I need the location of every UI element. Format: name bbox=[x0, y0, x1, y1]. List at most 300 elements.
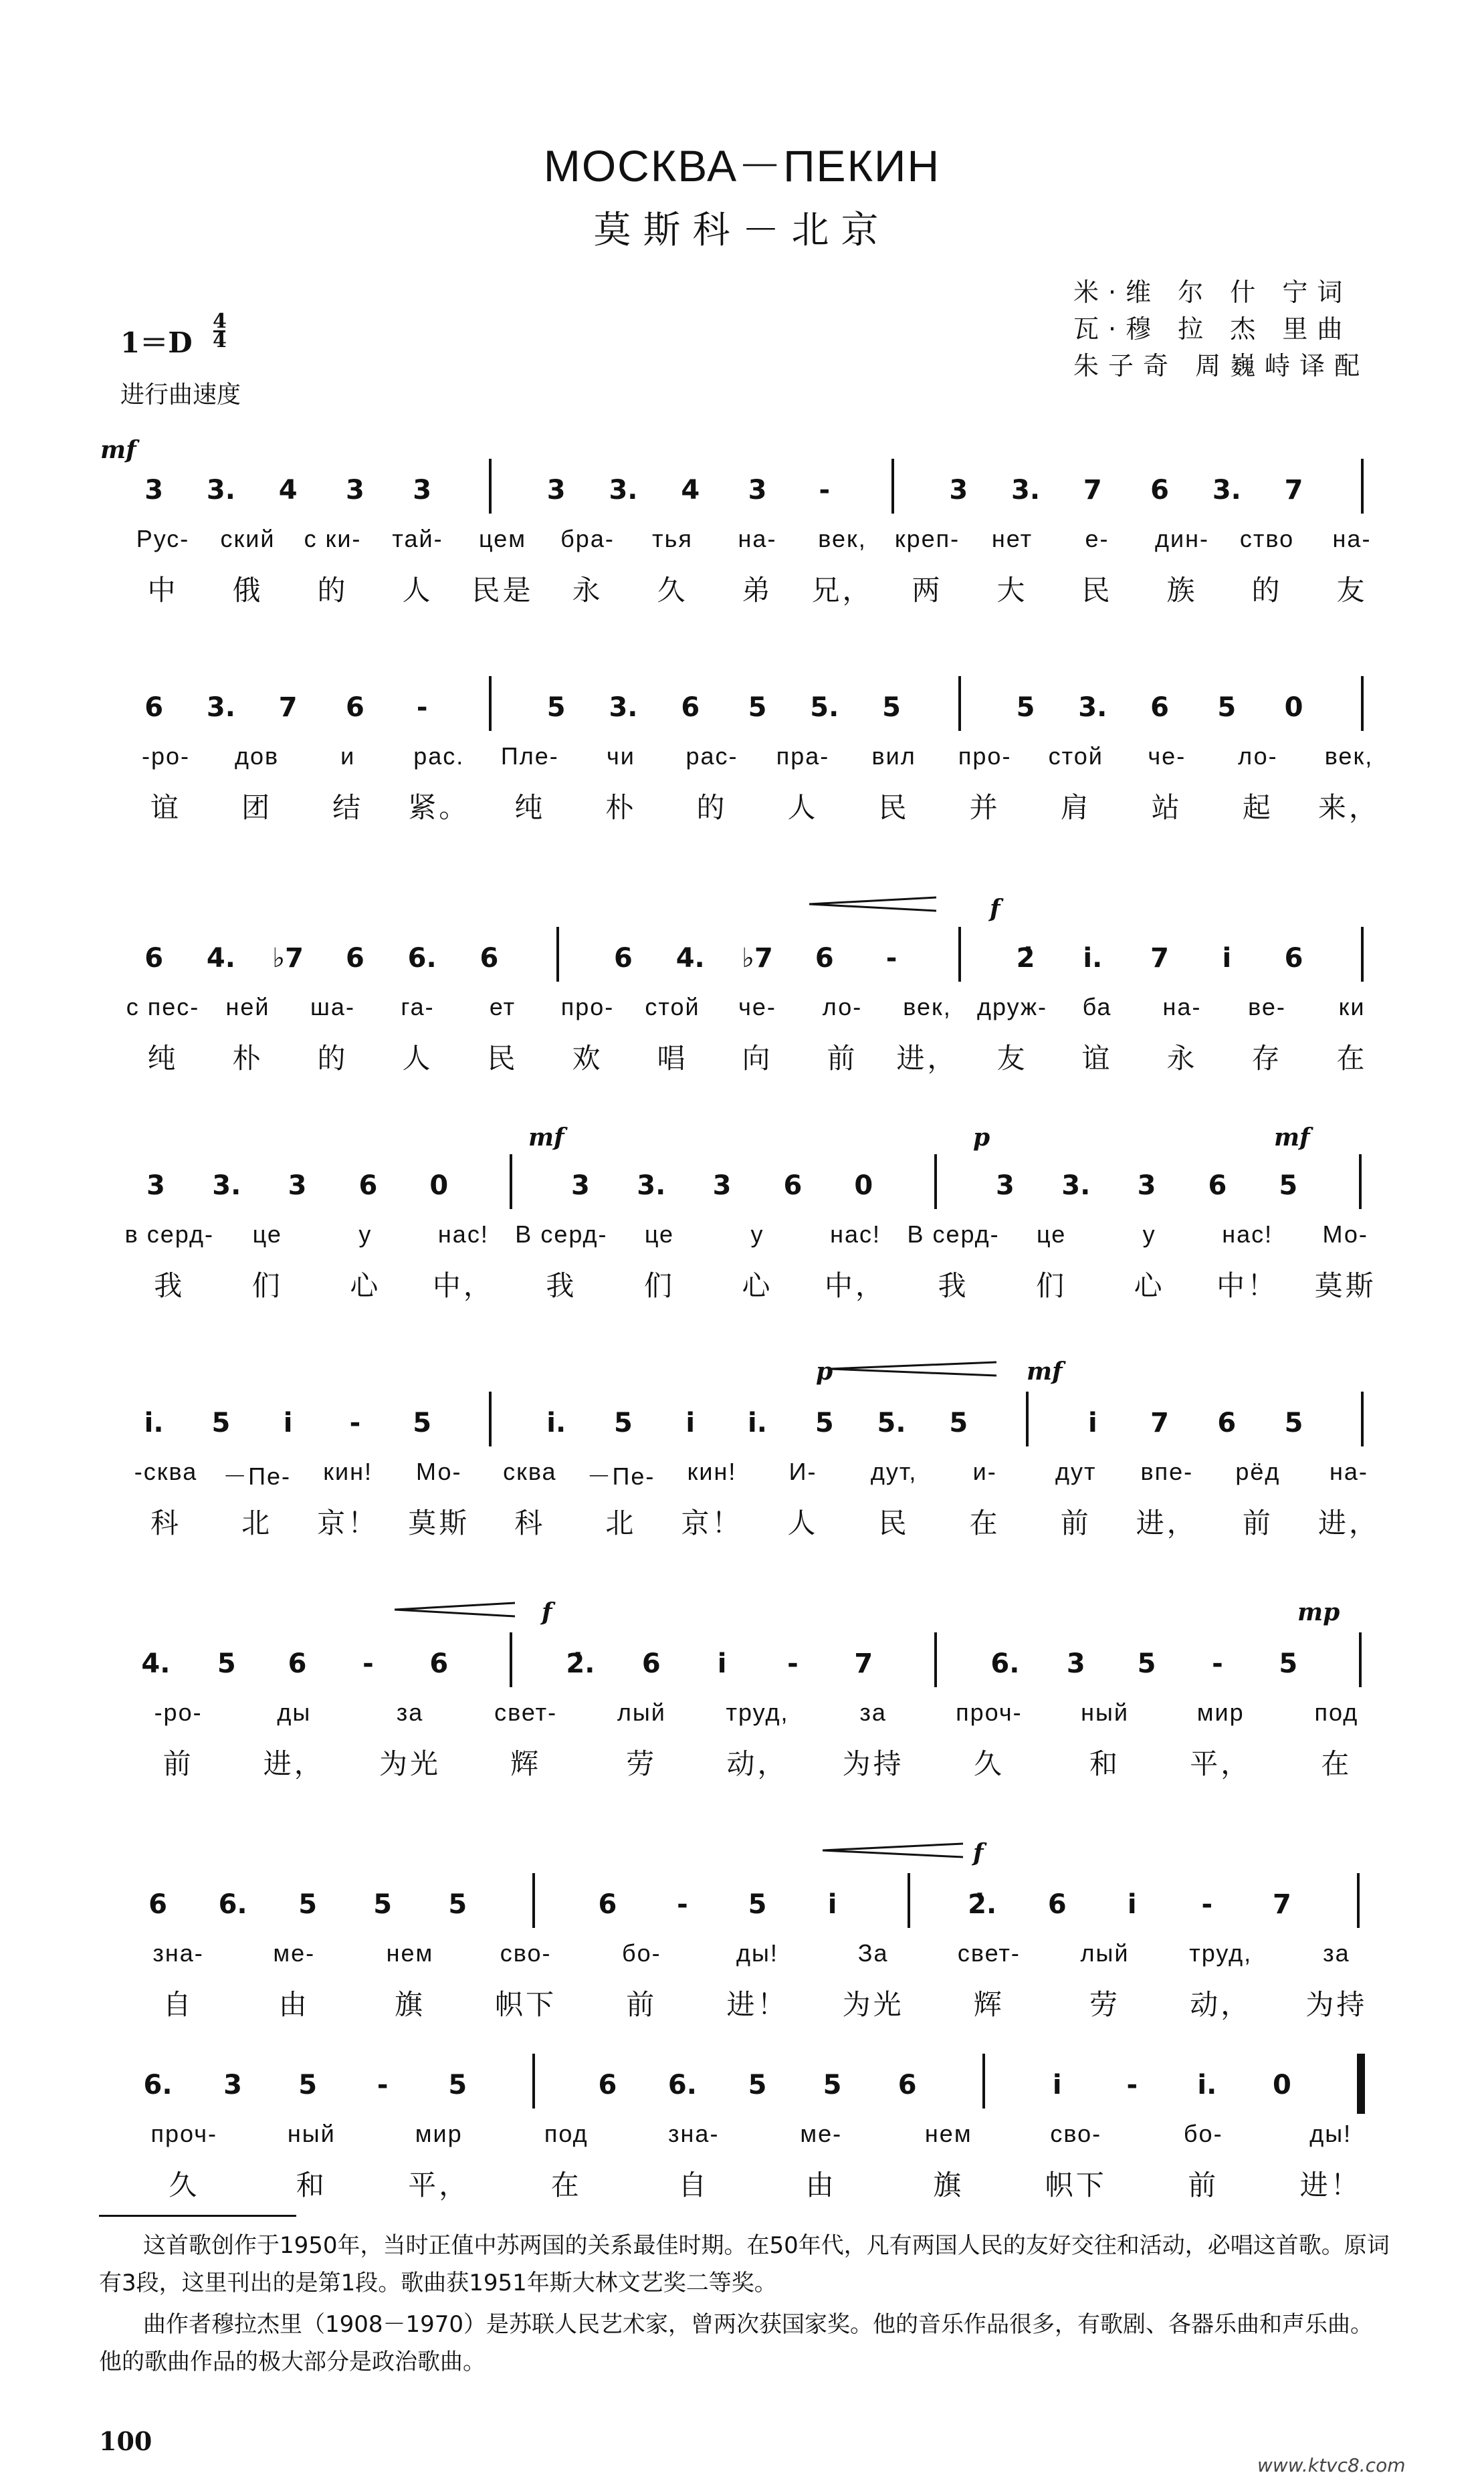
crescendo-wedge bbox=[823, 1842, 963, 1858]
note: - bbox=[362, 1648, 374, 1679]
lyric-chinese: 纯 bbox=[147, 1042, 179, 1075]
lyric-russian: с ки- bbox=[304, 525, 362, 552]
note: 3 bbox=[345, 475, 364, 506]
lyric-russian: Мо- bbox=[416, 1458, 462, 1485]
note: 6 bbox=[815, 943, 834, 974]
barline bbox=[510, 1154, 512, 1209]
lyric-russian: у bbox=[358, 1220, 373, 1248]
lyric-chinese: 在 bbox=[1336, 1042, 1368, 1075]
note: 6 bbox=[897, 2070, 917, 2100]
credit-translators: 朱子奇 周巍峙译配 bbox=[1073, 351, 1370, 381]
note: 3 bbox=[748, 475, 767, 506]
lyric-chinese: 在 bbox=[969, 1507, 1000, 1539]
lyric-chinese: 进！ bbox=[1299, 2169, 1362, 2201]
lyric-russian: на- bbox=[738, 525, 777, 552]
dynamic-marking: mf bbox=[100, 436, 136, 464]
note: 3. bbox=[637, 1170, 666, 1201]
barline bbox=[532, 1873, 535, 1928]
lyric-chinese: 劳 bbox=[1089, 1988, 1121, 2021]
dynamic-marking: p bbox=[816, 1358, 833, 1386]
note: 7 bbox=[854, 1648, 873, 1679]
lyric-chinese: 自 bbox=[678, 2169, 710, 2201]
note: 3. bbox=[609, 475, 638, 506]
note: - bbox=[377, 2070, 389, 2100]
lyric-chinese: 的 bbox=[317, 1042, 348, 1075]
lyric-russian: рёд bbox=[1235, 1458, 1281, 1485]
lyric-chinese: 由 bbox=[278, 1988, 310, 2021]
note: i bbox=[1127, 1889, 1137, 1920]
lyric-russian: у bbox=[1142, 1220, 1156, 1248]
note: 0 bbox=[1272, 2070, 1291, 2100]
note: 5 bbox=[1137, 1648, 1156, 1679]
lyric-chinese: 由 bbox=[805, 2169, 837, 2201]
barline bbox=[958, 927, 961, 982]
lyric-chinese: 人 bbox=[787, 791, 819, 824]
lyric-chinese: 我 bbox=[546, 1269, 577, 1302]
lyric-russian: на- bbox=[1162, 993, 1202, 1020]
lyric-russian: И- bbox=[788, 1458, 817, 1485]
barline bbox=[934, 1154, 937, 1209]
lyric-russian: ный bbox=[287, 2120, 336, 2147]
lyric-russian: -ро- bbox=[142, 742, 191, 770]
lyric-russian: креп- bbox=[894, 525, 960, 552]
lyric-chinese: 唱 bbox=[657, 1042, 688, 1075]
lyric-chinese: 族 bbox=[1166, 574, 1198, 607]
lyric-chinese: 心 bbox=[350, 1269, 381, 1302]
note: 3 bbox=[223, 2070, 242, 2100]
barline bbox=[934, 1632, 937, 1687]
note: - bbox=[1126, 2070, 1138, 2100]
footnote-history: 这首歌创作于1950年，当时正值中苏两国的关系最佳时期。在50年代，凡有两国人民的友好交往和活动，必唱这首歌。原词有3段，这里刊出的是第1段。歌曲获1951年斯大林文艺奖二等奖。 bbox=[99, 2232, 1390, 2296]
note: 5 bbox=[413, 1408, 432, 1438]
lyric-russian: вил bbox=[871, 742, 916, 770]
lyric-russian: про- bbox=[560, 993, 615, 1020]
barline bbox=[891, 459, 894, 514]
lyric-russian: ство bbox=[1239, 525, 1295, 552]
lyric-russian: рас. bbox=[413, 742, 465, 770]
dynamic-marking: f bbox=[542, 1598, 552, 1626]
note: 2̇ bbox=[1016, 943, 1035, 974]
lyric-russian: ды bbox=[277, 1699, 312, 1726]
lyric-russian: друж- bbox=[976, 993, 1048, 1020]
barline bbox=[556, 927, 559, 982]
note: 6 bbox=[614, 943, 633, 974]
song-title-russian: МОСКВА－ПЕКИН bbox=[543, 141, 941, 191]
note: - bbox=[349, 1408, 361, 1438]
lyric-chinese: 心 bbox=[1134, 1269, 1165, 1302]
note: 3 bbox=[144, 475, 164, 506]
note: 3. bbox=[1078, 692, 1107, 723]
lyric-chinese: 为光 bbox=[842, 1988, 904, 2021]
lyric-chinese: 友 bbox=[1336, 574, 1368, 607]
lyric-chinese: 自 bbox=[163, 1988, 194, 2021]
barline bbox=[1359, 1154, 1362, 1209]
lyric-russian: про- bbox=[958, 742, 1012, 770]
lyric-russian: в серд- bbox=[124, 1220, 214, 1248]
dynamic-marking: mf bbox=[528, 1123, 564, 1152]
lyric-russian: нас! bbox=[830, 1220, 881, 1248]
lyric-russian: ме- bbox=[273, 1939, 316, 1967]
note: 5. bbox=[810, 692, 839, 723]
crescendo-wedge bbox=[829, 1361, 996, 1377]
lyric-russian: －Пе- bbox=[587, 1463, 655, 1490]
song-title-chinese: 莫斯科－北京 bbox=[593, 209, 891, 252]
note: 6 bbox=[1208, 1170, 1227, 1201]
lyric-chinese: 在 bbox=[1321, 1747, 1352, 1780]
lyric-chinese: 为光 bbox=[379, 1747, 441, 1780]
lyric-chinese: 进， bbox=[263, 1747, 325, 1780]
lyric-russian: проч- bbox=[150, 2120, 217, 2147]
lyric-russian: ба bbox=[1082, 993, 1112, 1020]
note: 6 bbox=[1284, 943, 1303, 974]
note: 6. bbox=[667, 2070, 697, 2100]
lyric-chinese: 团 bbox=[241, 791, 273, 824]
lyric-russian: е- bbox=[1085, 525, 1109, 552]
lyric-chinese: 朴 bbox=[232, 1042, 263, 1075]
lyric-russian: ве- bbox=[1248, 993, 1286, 1020]
note: 0 bbox=[429, 1170, 449, 1201]
lyric-chinese: 为持 bbox=[1305, 1988, 1368, 2021]
note: 5 bbox=[211, 1408, 231, 1438]
lyric-chinese: 谊 bbox=[150, 791, 182, 824]
lyric-russian: чи bbox=[606, 742, 635, 770]
lyric-russian: стой bbox=[645, 993, 700, 1020]
note: 4. bbox=[141, 1648, 171, 1679]
crescendo-wedge bbox=[809, 896, 936, 912]
lyric-chinese: 在 bbox=[550, 2169, 582, 2201]
note: 3. bbox=[1011, 475, 1041, 506]
lyric-chinese: 民 bbox=[487, 1042, 518, 1075]
lyric-russian: －Пе- bbox=[223, 1463, 292, 1490]
note: 3. bbox=[609, 692, 638, 723]
note: 6 bbox=[480, 943, 499, 974]
lyric-chinese: 起 bbox=[1242, 791, 1273, 824]
lyric-russian: кин! bbox=[687, 1458, 737, 1485]
barline bbox=[1359, 1632, 1362, 1687]
lyric-russian: ло- bbox=[822, 993, 863, 1020]
lyric-russian: свет- bbox=[494, 1699, 558, 1726]
note: 3 bbox=[570, 1170, 590, 1201]
lyric-russian: у bbox=[750, 1220, 764, 1248]
note: 4. bbox=[675, 943, 705, 974]
lyric-russian: ло- bbox=[1238, 742, 1278, 770]
note: 4 bbox=[278, 475, 298, 506]
note: 7 bbox=[1150, 943, 1169, 974]
lyric-chinese: 莫斯 bbox=[408, 1507, 470, 1539]
note: 3. bbox=[212, 1170, 241, 1201]
barline bbox=[532, 2054, 535, 2108]
barline bbox=[489, 1392, 492, 1446]
lyric-russian: це bbox=[1036, 1220, 1067, 1248]
lyric-chinese: 北 bbox=[605, 1507, 637, 1539]
lyric-chinese: 中 bbox=[147, 574, 179, 607]
lyric-chinese: 纯 bbox=[514, 791, 546, 824]
lyric-russian: проч- bbox=[956, 1699, 1023, 1726]
note: 5 bbox=[748, 1889, 767, 1920]
lyric-chinese: 莫斯 bbox=[1314, 1269, 1376, 1302]
lyric-russian: пра- bbox=[776, 742, 830, 770]
barline bbox=[958, 676, 961, 731]
watermark: www.ktvc8.com bbox=[1257, 2454, 1406, 2476]
lyric-chinese: 久 bbox=[169, 2169, 200, 2201]
note: 6. bbox=[990, 1648, 1020, 1679]
lyric-russian: ша- bbox=[310, 993, 355, 1020]
note: 4. bbox=[206, 943, 235, 974]
note: 6 bbox=[345, 692, 364, 723]
note: 7 bbox=[278, 692, 298, 723]
note: - bbox=[1201, 1889, 1213, 1920]
note: 5 bbox=[546, 692, 566, 723]
note: 6 bbox=[345, 943, 364, 974]
note: 6 bbox=[598, 2070, 617, 2100]
note: 3 bbox=[1137, 1170, 1156, 1201]
lyric-russian: сква bbox=[503, 1458, 557, 1485]
time-signature-bottom: 4 bbox=[213, 329, 227, 352]
note: 5 bbox=[748, 692, 767, 723]
lyric-chinese: 民 bbox=[878, 1507, 910, 1539]
lyric-chinese: 前 bbox=[1242, 1507, 1273, 1539]
lyric-chinese: 存 bbox=[1251, 1042, 1283, 1075]
lyric-russian: ки bbox=[1338, 993, 1366, 1020]
note: 5. bbox=[877, 1408, 906, 1438]
lyric-russian: дов bbox=[235, 742, 280, 770]
lyric-russian: ды! bbox=[736, 1939, 778, 1967]
lyric-russian: за bbox=[1323, 1939, 1350, 1967]
note: 5 bbox=[1279, 1170, 1298, 1201]
lyric-russian: ме- bbox=[800, 2120, 843, 2147]
lyric-russian: за bbox=[859, 1699, 887, 1726]
note: 3 bbox=[413, 475, 432, 506]
lyric-russian: бо- bbox=[1183, 2120, 1223, 2147]
lyric-russian: це bbox=[644, 1220, 675, 1248]
lyric-russian: че- bbox=[1148, 742, 1186, 770]
note: 6. bbox=[407, 943, 437, 974]
barline bbox=[982, 2054, 985, 2108]
footnote-rule bbox=[99, 2215, 296, 2217]
key-signature: 1＝D bbox=[120, 326, 193, 359]
lyric-chinese: 人 bbox=[402, 1042, 433, 1075]
note: i bbox=[827, 1889, 837, 1920]
note: 6 bbox=[288, 1648, 307, 1679]
lyric-russian: дут bbox=[1055, 1458, 1097, 1485]
lyric-chinese: 中！ bbox=[1216, 1269, 1279, 1302]
lyric-chinese: 和 bbox=[296, 2169, 327, 2201]
lyric-russian: ды! bbox=[1309, 2120, 1352, 2147]
note: 6 bbox=[598, 1889, 617, 1920]
note: i. bbox=[1197, 2070, 1217, 2100]
lyric-chinese: 民 bbox=[1081, 574, 1113, 607]
note: 5 bbox=[882, 692, 901, 723]
note: 5 bbox=[949, 1408, 968, 1438]
note: 5 bbox=[1279, 1648, 1298, 1679]
note: 7 bbox=[1272, 1889, 1291, 1920]
lyric-chinese: 欢 bbox=[572, 1042, 603, 1075]
lyric-chinese: 前 bbox=[827, 1042, 858, 1075]
note: 6 bbox=[641, 1648, 661, 1679]
crescendo-wedge bbox=[395, 1602, 515, 1618]
note: 5 bbox=[614, 1408, 633, 1438]
barline bbox=[510, 1632, 512, 1687]
note: 6 bbox=[144, 692, 164, 723]
lyric-chinese: 肩 bbox=[1060, 791, 1091, 824]
lyric-chinese: 帜下 bbox=[1045, 2169, 1107, 2201]
lyric-chinese: 两 bbox=[912, 574, 943, 607]
dynamic-marking: p bbox=[973, 1123, 990, 1152]
note: 4 bbox=[681, 475, 700, 506]
lyric-russian: век, bbox=[1324, 742, 1374, 770]
lyric-russian: мир bbox=[415, 2120, 463, 2147]
lyric-chinese: 紧。 bbox=[408, 791, 470, 824]
note: 5 bbox=[298, 2070, 318, 2100]
lyric-chinese: 中， bbox=[432, 1269, 494, 1302]
lyric-chinese: 平， bbox=[1190, 1747, 1252, 1780]
lyric-chinese: 动， bbox=[726, 1747, 788, 1780]
lyric-chinese: 进， bbox=[1317, 1507, 1380, 1539]
lyric-chinese: 人 bbox=[787, 1507, 819, 1539]
note: 5 bbox=[448, 1889, 467, 1920]
lyric-chinese: 辉 bbox=[510, 1747, 542, 1780]
note: i. bbox=[748, 1408, 767, 1438]
note: 3 bbox=[949, 475, 968, 506]
footnote-composer: 曲作者穆拉杰里（1908－1970）是苏联人民艺术家，曾两次获国家奖。他的音乐作品很多，有歌剧、各器乐曲和声乐曲。他的歌曲作品的极大部分是政治歌曲。 bbox=[99, 2311, 1374, 2375]
note: 6. bbox=[143, 2070, 173, 2100]
note: i bbox=[717, 1648, 727, 1679]
lyric-chinese: 前 bbox=[1060, 1507, 1091, 1539]
lyric-chinese: 前 bbox=[163, 1747, 194, 1780]
lyric-chinese: 科 bbox=[514, 1507, 546, 1539]
dynamic-marking: f bbox=[990, 895, 1000, 923]
lyric-chinese: 旗 bbox=[933, 2169, 964, 2201]
lyric-chinese: 人 bbox=[402, 574, 433, 607]
lyric-chinese: 永 bbox=[572, 574, 603, 607]
note: ♭7 bbox=[272, 943, 304, 974]
lyric-chinese: 朴 bbox=[605, 791, 637, 824]
credit-lyricist: 米·维 尔 什 宁词 bbox=[1073, 278, 1352, 307]
note: 6 bbox=[1047, 1889, 1067, 1920]
lyric-chinese: 永 bbox=[1166, 1042, 1198, 1075]
lyric-chinese: 平， bbox=[408, 2169, 470, 2201]
barline bbox=[1361, 927, 1364, 982]
lyric-russian: труд, bbox=[1189, 1939, 1253, 1967]
barline bbox=[489, 459, 492, 514]
lyric-russian: лый bbox=[1080, 1939, 1130, 1967]
note: 6 bbox=[148, 1889, 167, 1920]
note: i bbox=[685, 1408, 696, 1438]
note: - bbox=[416, 692, 428, 723]
lyric-russian: кин! bbox=[323, 1458, 373, 1485]
dynamic-marking: mp bbox=[1297, 1598, 1340, 1626]
note: 3. bbox=[206, 475, 235, 506]
note: 5 bbox=[298, 1889, 318, 1920]
note: 0 bbox=[854, 1170, 873, 1201]
lyric-chinese: 兄， bbox=[811, 574, 873, 607]
note: 3. bbox=[1061, 1170, 1091, 1201]
lyric-russian: век, bbox=[903, 993, 952, 1020]
lyric-russian: ет bbox=[489, 993, 516, 1020]
lyric-russian: мир bbox=[1196, 1699, 1245, 1726]
time-signature-top: 4 bbox=[213, 310, 227, 333]
note: 7 bbox=[1150, 1408, 1169, 1438]
note: 5 bbox=[373, 1889, 393, 1920]
lyric-russian: на- bbox=[1332, 525, 1372, 552]
note: 3. bbox=[1212, 475, 1241, 506]
note: - bbox=[677, 1889, 688, 1920]
lyric-chinese: 中， bbox=[825, 1269, 887, 1302]
lyric-chinese: 为持 bbox=[842, 1747, 904, 1780]
note: 6 bbox=[1150, 475, 1169, 506]
note: i. bbox=[546, 1408, 566, 1438]
note: - bbox=[787, 1648, 799, 1679]
lyric-russian: сво- bbox=[1050, 2120, 1102, 2147]
lyric-chinese: 旗 bbox=[394, 1988, 425, 2021]
note: 7 bbox=[1284, 475, 1303, 506]
lyric-chinese: 京！ bbox=[317, 1507, 379, 1539]
lyric-russian: дут, bbox=[870, 1458, 918, 1485]
note: 5 bbox=[1016, 692, 1035, 723]
note: 6 bbox=[358, 1170, 378, 1201]
credit-composer: 瓦·穆 拉 杰 里曲 bbox=[1073, 314, 1352, 344]
lyric-chinese: 我 bbox=[938, 1269, 969, 1302]
lyric-chinese: 的 bbox=[1251, 574, 1283, 607]
lyric-russian: нас! bbox=[1222, 1220, 1273, 1248]
lyric-chinese: 前 bbox=[626, 1988, 657, 2021]
lyric-russian: За bbox=[857, 1939, 889, 1967]
lyric-russian: ней bbox=[225, 993, 270, 1020]
note: 5 bbox=[448, 2070, 467, 2100]
lyric-russian: зна- bbox=[668, 2120, 720, 2147]
barline bbox=[489, 676, 492, 731]
lyric-chinese: 并 bbox=[969, 791, 1000, 824]
note: - bbox=[885, 943, 897, 974]
lyric-chinese: 心 bbox=[742, 1269, 773, 1302]
lyric-chinese: 大 bbox=[996, 574, 1028, 607]
lyric-russian: под bbox=[544, 2120, 589, 2147]
lyric-russian: на- bbox=[1330, 1458, 1368, 1485]
note: 0 bbox=[1284, 692, 1303, 723]
lyric-chinese: 民 bbox=[878, 791, 910, 824]
note: 5 bbox=[815, 1408, 834, 1438]
lyric-russian: че- bbox=[738, 993, 776, 1020]
lyric-russian: сво- bbox=[500, 1939, 552, 1967]
lyric-chinese: 们 bbox=[643, 1269, 675, 1302]
lyric-russian: свет- bbox=[957, 1939, 1021, 1967]
note: 2̇. bbox=[968, 1889, 997, 1920]
lyric-chinese: 向 bbox=[742, 1042, 773, 1075]
lyric-chinese: 久 bbox=[973, 1747, 1004, 1780]
lyric-chinese: 我 bbox=[154, 1269, 185, 1302]
lyric-chinese: 谊 bbox=[1081, 1042, 1113, 1075]
lyric-chinese: 的 bbox=[696, 791, 728, 824]
lyric-chinese: 进！ bbox=[726, 1988, 788, 2021]
lyric-chinese: 俄 bbox=[232, 574, 263, 607]
lyric-russian: нас! bbox=[437, 1220, 489, 1248]
note: 3 bbox=[288, 1170, 307, 1201]
note: 6 bbox=[681, 692, 700, 723]
note: 3 bbox=[546, 475, 566, 506]
barline bbox=[1357, 1873, 1360, 1928]
barline bbox=[1361, 676, 1364, 731]
lyric-russian: и bbox=[340, 742, 356, 770]
note: 6. bbox=[218, 1889, 247, 1920]
lyric-chinese: 的 bbox=[317, 574, 348, 607]
barline bbox=[1026, 1392, 1029, 1446]
lyric-chinese: 动， bbox=[1190, 1988, 1252, 2021]
lyric-russian: нет bbox=[991, 525, 1033, 552]
lyric-russian: -ро- bbox=[154, 1699, 203, 1726]
note: 5 bbox=[1217, 692, 1237, 723]
lyric-chinese: 前 bbox=[1188, 2169, 1219, 2201]
lyric-russian: с пес- bbox=[126, 993, 200, 1020]
